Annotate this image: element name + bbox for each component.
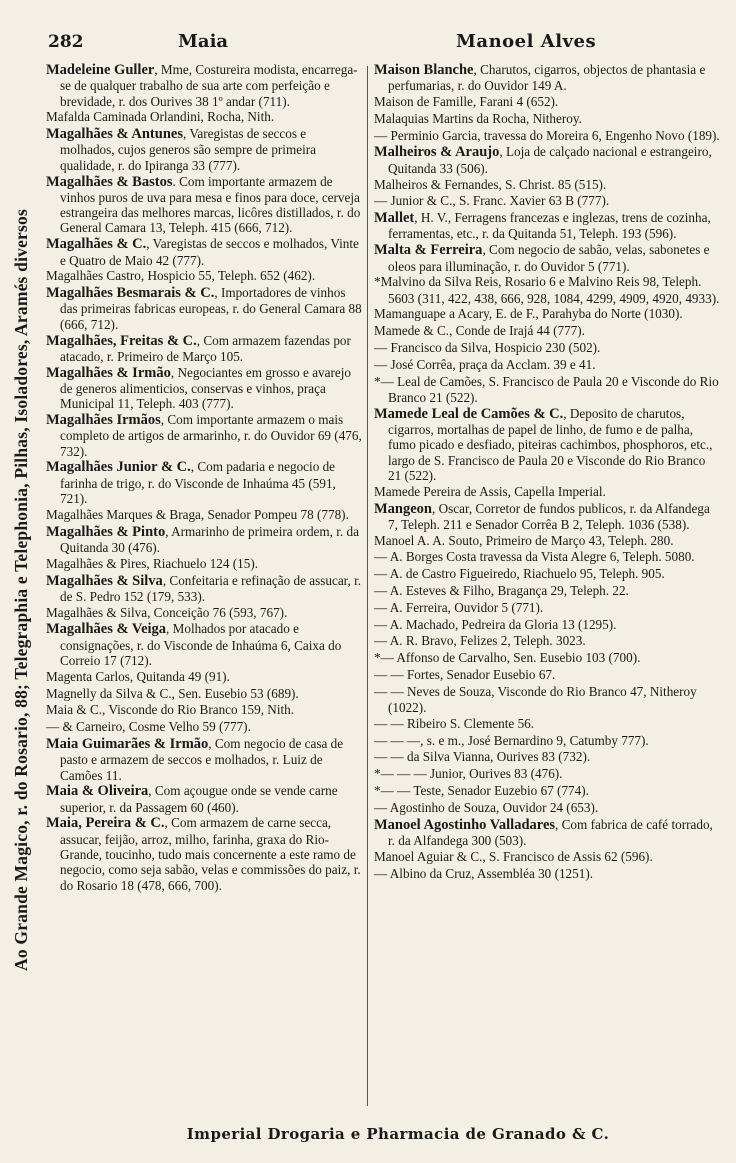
directory-entry (374, 849, 720, 865)
directory-entry (374, 94, 720, 110)
directory-entry (46, 62, 363, 109)
directory-entry (46, 126, 363, 173)
directory-entry (374, 357, 720, 373)
directory-entry (46, 268, 363, 284)
directory-entry (374, 566, 720, 582)
entry-text: , Loja de calçado nacional e estrangeiro, Quitanda 33 (506). (388, 144, 712, 176)
page-header (44, 30, 722, 56)
entry-text: Magalhães & Pires, Riachuelo 124 (15). (46, 555, 259, 571)
directory-entry (374, 306, 720, 322)
entry-name: Maia, Pereira & C. (46, 815, 165, 832)
entry-name: Mangeon (374, 500, 432, 517)
directory-entry (374, 650, 720, 666)
entry-text: — — Neves de Souza, Visconde do Rio Branco 47, Nitheroy (1022). (374, 683, 697, 716)
entry-text: — Agostinho de Souza, Ouvidor 24 (653). (374, 799, 599, 815)
entry-name: Manoel Agostinho Valladares (374, 816, 556, 833)
directory-entry (374, 749, 720, 765)
directory-entry (46, 412, 363, 459)
entry-name: Magalhães Besmarais & C. (46, 285, 215, 302)
entry-text: Maia & C., Visconde do Rio Branco 159, Nith. (46, 702, 295, 718)
entry-name: Magalhães & Irmão (46, 364, 171, 381)
entry-text: *— Leal de Camões, S. Francisco de Paula 20 e Visconde do Rio Branco 21 (522). (374, 373, 719, 405)
page-number: 282 (48, 32, 84, 52)
directory-entry (374, 193, 720, 209)
directory-entry (374, 406, 720, 483)
entry-text: , Com fabrica de café torrado, r. da Alfandega 300 (503). (388, 816, 713, 848)
entry-name: Malheiros & Araujo (374, 144, 500, 161)
directory-entry (46, 605, 363, 621)
entry-text: — José Corrêa, praça da Acclam. 39 e 41. (374, 356, 596, 372)
entry-name: Magalhães & C. (46, 236, 147, 253)
entry-text: — — Ribeiro S. Clemente 56. (374, 715, 535, 731)
entry-text: *— — — Junior, Ourives 83 (476). (374, 766, 563, 782)
entry-text: Manoel Aguiar & C., S. Francisco de Assis 62 (596). (374, 848, 653, 864)
entry-text: — A. de Castro Figueiredo, Riachuelo 95, Teleph. 905. (374, 566, 665, 582)
directory-entry (374, 62, 720, 94)
directory-entry (374, 128, 720, 144)
entry-text: Mamede Pereira de Assis, Capella Imperial. (374, 483, 606, 499)
entry-name: Magalhães & Veiga (46, 621, 167, 638)
entry-text: *— — Teste, Senador Euzebio 67 (774). (374, 783, 589, 799)
directory-entry (374, 716, 720, 732)
entry-text: , Deposito de charutos, cigarros, mortalhas de papel de linho, de fumo e de palha, fumo picado e desfiado, piteiras cachimbos, phosphoros, etc., largo de S. Francisco de Paula 20 e Visconde do Rio Branco 21 (522). (388, 405, 713, 483)
entry-text: — Francisco da Silva, Hospicio 230 (502). (374, 340, 601, 356)
entry-text: , Oscar, Corretor de fundos publicos, r. da Alfandega 7, Teleph. 211 e Senador Corrêa B 2, Teleph. 1036 (538). (388, 500, 710, 532)
directory-entry (46, 109, 363, 125)
entry-text: — Perminio Garcia, travessa do Moreira 6, Engenho Novo (189). (374, 127, 720, 143)
entry-text: , H. V., Ferragens francezas e inglezas, trens de cozinha, ferramentas, etc., r. da Quitanda 51, Teleph. 193 (596). (388, 210, 711, 242)
entry-text: Magalhães & Silva, Conceição 76 (593, 767). (46, 604, 288, 620)
entry-text: , Charutos, cigarros, objectos de phantasia e perfumarias, r. do Ouvidor 149 A. (388, 62, 706, 94)
side-advert-text: Ao Grande Magico, r. do Rosario, 88; Telegraphia e Telephonia, Pilhas, Isoladores, Aramés diversos (10, 209, 31, 971)
entry-name: Madeleine Guller (46, 62, 155, 78)
directory-entry (46, 621, 363, 668)
entry-text: , Com negocio de casa de pasto e armazem de seccos e molhados, r. Luiz de Camões 11. (60, 735, 344, 783)
entry-text: Manoel A. A. Souto, Primeiro de Março 43, Teleph. 280. (374, 532, 674, 548)
directory-entry (46, 736, 363, 783)
directory-entry (374, 242, 720, 274)
directory-entry (46, 573, 363, 605)
entry-text: — — —, s. e m., José Bernardino 9, Catumby 777). (374, 732, 649, 748)
entry-text: — A. R. Bravo, Felizes 2, Teleph. 3023. (374, 633, 586, 649)
entry-text: *Malvino da Silva Reis, Rosario 6 e Malvino Reis 98, Teleph. 5603 (311, 422, 438, 666, 928, 1084, 4299, 4909, 4920, 4933). (374, 274, 720, 306)
right-guide-word: Manoel Alves (456, 31, 597, 52)
entry-text: , Armarinho de primeira ordem, r. da Quitanda 30 (476). (60, 523, 359, 555)
entry-name: Maia Guimarães & Irmão (46, 735, 209, 752)
directory-entry (374, 144, 720, 176)
directory-entry (46, 815, 363, 892)
entry-text: Mamanguape a Acary, E. de F., Parahyba do Norte (1030). (374, 306, 683, 322)
directory-entry (374, 684, 720, 716)
directory-entry (374, 733, 720, 749)
column-divider (367, 66, 368, 1106)
directory-entry (374, 374, 720, 406)
directory-entry (374, 600, 720, 616)
entry-name: Magalhães & Antunes (46, 126, 183, 143)
entry-text: , Com açougue onde se vende carne superior, r. da Passagem 60 (460). (60, 783, 338, 815)
entry-text: , Com armazem fazendas por atacado, r. Primeiro de Março 105. (60, 332, 351, 364)
directory-entry (374, 177, 720, 193)
entry-name: Magalhães & Silva (46, 572, 163, 589)
entry-text: — A. Borges Costa travessa da Vista Alegre 6, Teleph. 5080. (374, 549, 695, 565)
directory-entry (374, 766, 720, 782)
entry-text: , Mme, Costureira modista, encarrega-se de qualquer trabalho de sua arte com perfeição e brevidade, r. dos Ourives 38 1º andar (711). (60, 62, 358, 109)
directory-entry (374, 501, 720, 533)
entry-text: , Com negocio de sabão, velas, sabonetes e oleos para illuminação, r. do Ouvidor 5 (771). (388, 242, 710, 274)
entry-text: Maison de Famille, Farani 4 (652). (374, 94, 559, 110)
entry-text: , Negociantes em grosso e avarejo de generos alimenticios, conservas e vinhos, praça Municipal 11, Teleph. 403 (777). (60, 364, 352, 412)
entry-text: , Varegistas de seccos e molhados, Vinte e Quatro de Maio 42 (777). (60, 236, 359, 268)
directory-entry (374, 274, 720, 306)
entry-name: Magalhães Junior & C. (46, 459, 191, 476)
directory-entry (374, 583, 720, 599)
left-guide-word: Maia (178, 31, 229, 52)
entry-text: Malaquias Martins da Rocha, Nitheroy. (374, 110, 582, 126)
entry-text: . Com importante armazem de vinhos puros de uva para mesa e finos para doce, cerveja estrangeira das melhores marcas, licôres distillados, r. do General Camara 13, Teleph. 415 (666, 712). (60, 173, 361, 236)
entry-text: , Importadores de vinhos das primeiras fabricas europeas, r. do General Camara 88 (666, 712). (60, 285, 362, 332)
directory-entry (374, 340, 720, 356)
entry-text: Mafalda Caminada Orlandini, Rocha, Nith. (46, 109, 275, 125)
entry-text: Magalhães Castro, Hospicio 55, Teleph. 652 (462). (46, 268, 316, 284)
directory-entry (46, 507, 363, 523)
entry-name: Magalhães, Freitas & C. (46, 332, 197, 349)
directory-entry (374, 533, 720, 549)
directory-entry (46, 702, 363, 718)
directory-entry (46, 459, 363, 506)
right-column (374, 62, 720, 1112)
directory-entry (374, 866, 720, 882)
entry-text: — & Carneiro, Cosme Velho 59 (777). (46, 719, 251, 735)
directory-entry (374, 817, 720, 849)
entry-text: Magenta Carlos, Quitanda 49 (91). (46, 668, 230, 684)
directory-entry (46, 174, 363, 236)
directory-entry (374, 111, 720, 127)
entry-name: Maia & Oliveira (46, 783, 149, 800)
directory-entry (46, 333, 363, 365)
entry-text: — Albino da Cruz, Assembléa 30 (1251). (374, 865, 594, 881)
entry-name: Magalhães & Bastos (46, 173, 173, 190)
entry-name: Mamede Leal de Camões & C. (374, 405, 564, 422)
entry-text: Mamede & C., Conde de Irajá 44 (777). (374, 323, 585, 339)
entry-name: Maison Blanche (374, 62, 474, 78)
directory-entry (374, 800, 720, 816)
entry-name: Magalhães & Pinto (46, 523, 166, 540)
directory-entry (374, 549, 720, 565)
entry-text: — — Fortes, Senador Eusebio 67. (374, 666, 556, 682)
directory-entry (374, 667, 720, 683)
directory-entry (46, 285, 363, 332)
entry-text: , Com padaria e negocio de farinha de trigo, r. do Visconde de Inhaúma 45 (591, 721). (60, 459, 336, 507)
directory-entry (374, 783, 720, 799)
left-column (46, 62, 363, 1112)
entry-text: , Varegistas de seccos e molhados, cujos generos são sempre de primeira qualidade, r. do Ipiranga 33 (777). (60, 126, 316, 173)
directory-entry (46, 783, 363, 815)
entry-text: Magalhães Marques & Braga, Senador Pompeu 78 (778). (46, 506, 349, 522)
directory-entry (46, 524, 363, 556)
entry-text: — Junior & C., S. Franc. Xavier 63 B (777). (374, 193, 610, 209)
entry-name: Magalhães Irmãos (46, 412, 161, 429)
entry-text: , Com importante armazem o mais completo de artigos de armarinho, r. do Ouvidor 69 (476, 732). (60, 412, 362, 459)
directory-entry (374, 210, 720, 242)
directory-entry (46, 719, 363, 735)
entry-text: Magnelly da Silva & C., Sen. Eusebio 53 (689). (46, 685, 299, 701)
footer-advert: Imperial Drogaria e Pharmacia de Granado & C. (186, 1125, 610, 1143)
entry-text: *— Affonso de Carvalho, Sen. Eusebio 103 (700). (374, 650, 641, 666)
directory-entry (46, 686, 363, 702)
directory-entry (374, 323, 720, 339)
entry-text: , Com armazem de carne secca, assucar, feijão, arroz, milho, farinha, graxa do Rio-Grande, toucinho, tudo mais concernente a este ramo de negocio, como seja sabão, velas e commissões do paiz, r. do Rosario 18 (478, 666, 700). (60, 815, 361, 893)
directory-entry (46, 669, 363, 685)
directory-entry (46, 236, 363, 268)
directory-entry (374, 484, 720, 500)
entry-text: — — da Silva Vianna, Ourives 83 (732). (374, 749, 591, 765)
entry-text: — A. Ferreira, Ouvidor 5 (771). (374, 599, 544, 615)
entry-text: , Confeitaria e refinação de assucar, r. de S. Pedro 152 (179, 533). (60, 572, 362, 604)
side-advert (6, 60, 36, 1120)
entry-text: — A. Machado, Pedreira da Gloria 13 (1295). (374, 616, 617, 632)
entry-text: — A. Esteves & Filho, Bragança 29, Teleph. 22. (374, 583, 629, 598)
directory-entry (374, 633, 720, 649)
entry-text: , Molhados por atacado e consignações, r. do Visconde de Inhaúma 6, Caixa do Correio 17 (712). (60, 621, 342, 668)
directory-entry (374, 617, 720, 633)
entry-name: Mallet (374, 210, 415, 227)
entry-name: Malta & Ferreira (374, 242, 483, 259)
directory-entry (46, 365, 363, 412)
directory-entry (46, 556, 363, 572)
entry-text: Malheiros & Fernandes, S. Christ. 85 (515). (374, 176, 607, 192)
